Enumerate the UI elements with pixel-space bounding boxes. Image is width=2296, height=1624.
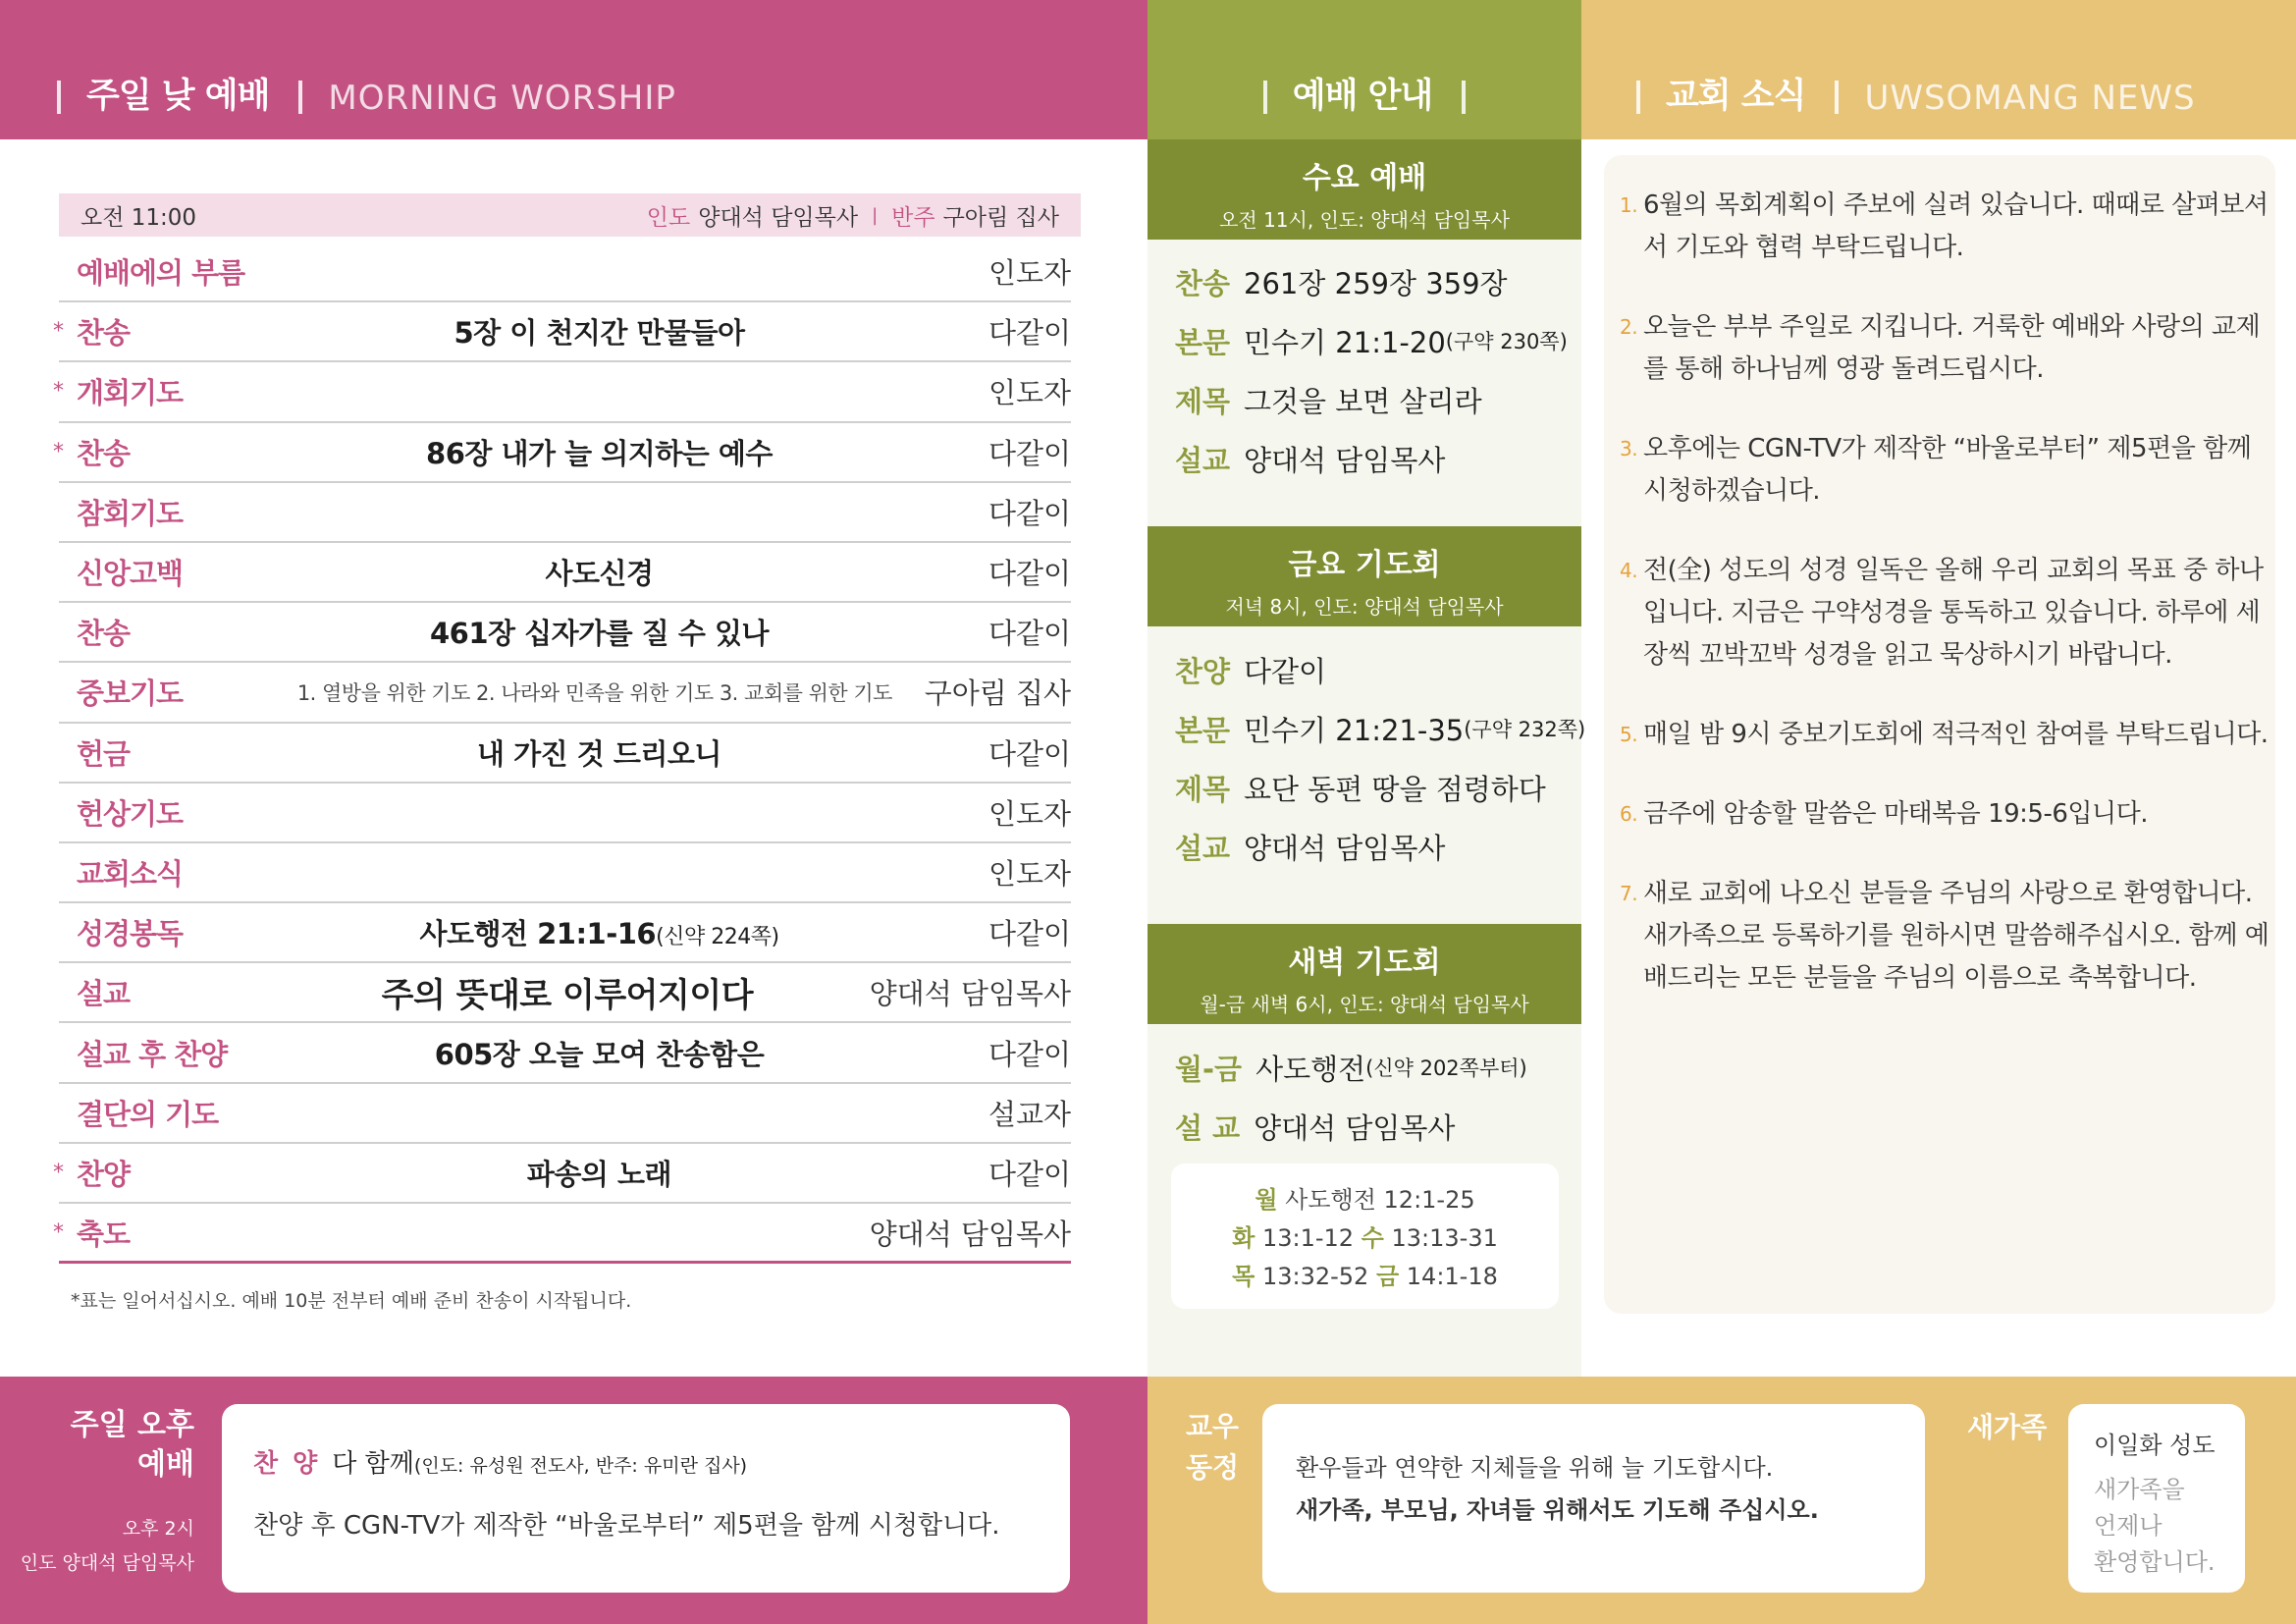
order-item-text: 1. 열방을 위한 기도 2. 나라와 민족을 위한 기도 3. 교회를 위한 기도 <box>296 680 892 705</box>
news-item <box>1620 306 2275 391</box>
wednesday-service-details <box>1175 252 1568 488</box>
order-item-content <box>255 612 934 652</box>
order-item-leader: 양대석 담임목사 <box>869 1217 1071 1251</box>
standing-marker: * <box>53 379 64 405</box>
order-row <box>59 784 1071 843</box>
afternoon-praise-value: 다 함께 <box>332 1449 414 1479</box>
header-divider <box>1462 81 1466 114</box>
service-info-bar <box>59 193 1081 237</box>
news-item-number: 2. <box>1620 315 1638 339</box>
afternoon-service-info: 오후 2시 인도 양대석 담임목사 <box>20 1518 194 1574</box>
order-item-content <box>255 432 934 472</box>
order-item-label: 찬송 <box>77 436 131 470</box>
order-item-leader: 다같이 <box>988 917 1071 951</box>
header-divider <box>1835 81 1839 114</box>
order-item-note: (신약 224쪽) <box>656 925 779 950</box>
dawn-prayer-title: 새벽 기도회 <box>1288 946 1441 980</box>
friday-scripture: 본문 민수기 21:21-35 (구약 232쪽) <box>1175 713 1586 747</box>
dawn-prayer-title-block <box>1148 924 1581 1024</box>
order-item-leader: 인도자 <box>988 856 1071 891</box>
order-item-leader: 다같이 <box>988 316 1071 351</box>
order-row <box>59 1023 1071 1083</box>
news-item-number: 1. <box>1620 193 1638 217</box>
afternoon-praise-note: (인도: 유성원 전도사, 반주: 유미란 집사) <box>413 1455 748 1477</box>
order-row <box>59 243 1071 302</box>
dawn-reading-schedule: 월 사도행전 12:1-25 화 13:1-12 수 13:13-31 목 13:32-52 금 14:1-18 <box>1171 1164 1559 1309</box>
order-row <box>59 724 1071 784</box>
news-item-text: 오후에는 CGN-TV가 제작한 “바울로부터” 제5편을 함께 시청하겠습니다. <box>1643 434 2252 506</box>
morning-worship-title: 주일 낮 예배 <box>86 77 270 116</box>
header-divider <box>1636 81 1640 114</box>
afternoon-service-title: 주일 오후 예배 <box>70 1408 194 1482</box>
order-item-label: 교회소식 <box>77 856 184 891</box>
wednesday-hymn: 찬송 261장 259장 359장 <box>1175 266 1508 300</box>
news-item-text: 금주에 암송할 말씀은 마태복음 19:5-6입니다. <box>1643 799 2148 829</box>
morning-worship-header <box>0 0 1148 139</box>
order-item-label: 축도 <box>77 1217 131 1251</box>
order-item-leader: 인도자 <box>988 376 1071 410</box>
order-item-text: 사도신경 <box>545 557 654 591</box>
news-item <box>1620 873 2275 1000</box>
order-item-text: 461장 십자가를 질 수 있나 <box>429 617 770 651</box>
order-row <box>59 543 1071 603</box>
standing-marker: * <box>53 1160 64 1185</box>
order-row <box>53 302 1071 362</box>
wednesday-scripture: 본문 민수기 21:1-20 (구약 230쪽) <box>1175 325 1568 359</box>
news-item-text: 전(全) 성도의 성경 일독은 올해 우리 교회의 목표 중 하나입니다. 지금은 구약성경을 통독하고 있습니다. 하루에 세 장씩 꼬박꼬박 성경을 읽고 묵상하시기 바랍니다. <box>1643 556 2264 670</box>
dawn-prayer-details <box>1175 1038 1527 1156</box>
order-item-label: 성경봉독 <box>77 917 184 951</box>
order-row <box>59 483 1071 543</box>
order-item-content <box>255 1153 934 1193</box>
accompanist-name: 구아림 집사 <box>942 204 1059 231</box>
order-item-label: 찬송 <box>77 617 131 651</box>
wednesday-service-sub: 오전 11시, 인도: 양대석 담임목사 <box>1219 208 1510 232</box>
friday-prayer-title-block <box>1148 526 1581 626</box>
order-item-content <box>255 968 870 1016</box>
order-row <box>59 903 1071 963</box>
order-item-text: 주의 뜻대로 이루어지이다 <box>381 976 754 1016</box>
order-item-label: 예배에의 부름 <box>77 256 245 291</box>
order-item-label: 결단의 기도 <box>77 1097 219 1131</box>
order-item-label: 개회기도 <box>77 376 184 410</box>
order-item-leader: 설교자 <box>988 1097 1071 1131</box>
order-item-leader: 구아림 집사 <box>924 677 1071 711</box>
afternoon-service-card <box>222 1404 1070 1593</box>
news-item <box>1620 185 2275 269</box>
order-item-label: 설교 후 찬양 <box>77 1037 228 1071</box>
order-item-text: 86장 내가 늘 의지하는 예수 <box>426 436 773 470</box>
newcomer-name: 이일화 성도 <box>2094 1432 2216 1459</box>
order-row <box>59 843 1071 903</box>
church-news-header <box>1581 0 2296 139</box>
order-item-leader: 다같이 <box>988 557 1071 591</box>
church-news-title: 교회 소식 <box>1666 77 1806 116</box>
news-item-text: 새로 교회에 나오신 분들을 주님의 사랑으로 환영합니다. 새가족으로 등록하기를 원하시면 말씀해주십시오. 함께 예배드리는 모든 분들을 주님의 이름으로 축복합니다. <box>1643 879 2269 993</box>
newcomer-message: 새가족을 언제나 환영합니다. <box>2094 1476 2216 1576</box>
news-item <box>1620 793 2275 836</box>
order-item-leader: 인도자 <box>988 796 1071 831</box>
order-item-content <box>255 732 934 773</box>
wednesday-sermon-title: 제목 그것을 보면 살리라 <box>1175 384 1482 418</box>
fellowship-card <box>1262 1404 1925 1593</box>
afternoon-praise-label: 찬 양 <box>253 1449 321 1479</box>
order-item-text: 5장 이 천지간 만물들아 <box>454 316 745 351</box>
news-item <box>1620 428 2275 513</box>
news-item-text: 매일 밤 9시 중보기도회에 적극적인 참여를 부탁드립니다. <box>1643 720 2269 749</box>
news-item-number: 4. <box>1620 559 1638 582</box>
order-item-text: 내 가진 것 드리오니 <box>477 736 721 771</box>
standing-marker: * <box>53 1219 64 1245</box>
order-row <box>59 963 1071 1023</box>
fellowship-line-1: 환우들과 연약한 지체들을 위해 늘 기도합시다. <box>1296 1454 1774 1482</box>
friday-praise: 찬양 다같이 <box>1175 654 1327 688</box>
friday-prayer-sub: 저녁 8시, 인도: 양대석 담임목사 <box>1225 595 1504 619</box>
order-of-worship <box>53 243 1071 1264</box>
info-separator: | <box>872 204 879 226</box>
order-item-leader: 다같이 <box>988 736 1071 771</box>
order-item-content <box>255 677 925 707</box>
afternoon-service-description: 찬양 후 CGN-TV가 제작한 “바울로부터” 제5편을 함께 시청합니다. <box>253 1511 1000 1541</box>
order-item-content <box>255 912 934 952</box>
church-news-list <box>1620 185 2275 1037</box>
order-item-label: 설교 <box>77 977 131 1011</box>
order-item-content <box>255 552 934 592</box>
dawn-scripture: 월-금 사도행전 (신약 202쪽부터) <box>1175 1052 1527 1086</box>
wednesday-service-title-block <box>1148 139 1581 240</box>
newcomer-card <box>2068 1404 2245 1593</box>
news-item-number: 7. <box>1620 882 1638 905</box>
order-row <box>53 423 1071 483</box>
dawn-preacher: 설 교 양대석 담임목사 <box>1175 1110 1456 1145</box>
friday-sermon-title: 제목 요단 동편 땅을 점령하다 <box>1175 772 1546 806</box>
order-item-label: 찬양 <box>77 1157 131 1191</box>
order-item-label: 신앙고백 <box>77 557 184 591</box>
order-item-label: 헌금 <box>77 736 131 771</box>
order-row <box>59 603 1071 663</box>
order-item-text: 파송의 노래 <box>526 1157 672 1191</box>
order-item-leader: 다같이 <box>988 617 1071 651</box>
worship-guide-title: 예배 안내 <box>1292 77 1433 116</box>
order-item-leader: 다같이 <box>988 436 1071 470</box>
order-item-content <box>255 311 934 352</box>
standing-marker: * <box>53 439 64 464</box>
order-item-label: 찬송 <box>77 316 131 351</box>
news-item-number: 3. <box>1620 437 1638 460</box>
morning-worship-title-en: MORNING WORSHIP <box>328 79 676 118</box>
fellowship-line-2: 새가족, 부모님, 자녀들 위해서도 기도해 주십시오. <box>1296 1496 1819 1524</box>
order-item-content <box>255 1033 934 1073</box>
order-row <box>53 1204 1071 1264</box>
order-row <box>53 1144 1071 1204</box>
fellowship-title: 교우 동정 <box>1185 1410 1240 1484</box>
news-item-text: 오늘은 부부 주일로 지킵니다. 거룩한 예배와 사랑의 교제를 통해 하나님께 영광 돌려드립시다. <box>1643 312 2261 384</box>
newcomer-title: 새가족 <box>1967 1411 2048 1443</box>
wednesday-service-title: 수요 예배 <box>1302 161 1427 195</box>
friday-preacher: 설교 양대석 담임목사 <box>1175 831 1446 865</box>
leader-label: 인도 <box>646 204 691 231</box>
header-divider <box>298 81 302 114</box>
news-item-number: 6. <box>1620 802 1638 826</box>
order-item-leader: 양대석 담임목사 <box>869 977 1071 1011</box>
friday-prayer-title: 금요 기도회 <box>1288 548 1441 582</box>
order-item-label: 참회기도 <box>77 496 184 530</box>
header-divider <box>1263 81 1267 114</box>
standing-note: *표는 일어서십시오. 예배 10분 전부터 예배 준비 찬송이 시작됩니다. <box>71 1290 632 1312</box>
order-row <box>59 663 1071 723</box>
dawn-prayer-sub: 월-금 새벽 6시, 인도: 양대석 담임목사 <box>1200 993 1529 1016</box>
accompanist-label: 반주 <box>891 204 935 231</box>
church-news-title-en: UWSOMANG NEWS <box>1864 79 2196 118</box>
order-item-label: 중보기도 <box>77 677 184 711</box>
leader-name: 양대석 담임목사 <box>698 204 859 231</box>
order-row <box>59 1084 1071 1144</box>
order-item-label: 헌상기도 <box>77 796 184 831</box>
friday-prayer-details <box>1175 640 1585 876</box>
order-item-text: 사도행전 21:1-16 <box>419 917 657 951</box>
news-item <box>1620 550 2275 677</box>
order-item-leader: 다같이 <box>988 1157 1071 1191</box>
news-item-number: 5. <box>1620 723 1638 746</box>
order-row <box>53 362 1071 422</box>
news-item-text: 6월의 목회계획이 주보에 실려 있습니다. 때때로 살펴보셔서 기도와 협력 부탁드립니다. <box>1643 190 2269 262</box>
order-item-leader: 다같이 <box>988 1037 1071 1071</box>
header-divider <box>57 81 61 114</box>
worship-guide-header <box>1148 0 1581 139</box>
standing-marker: * <box>53 319 64 345</box>
wednesday-preacher: 설교 양대석 담임목사 <box>1175 443 1446 477</box>
order-item-leader: 인도자 <box>988 256 1071 291</box>
news-item <box>1620 714 2275 756</box>
order-item-leader: 다같이 <box>988 496 1071 530</box>
order-item-text: 605장 오늘 모여 찬송함은 <box>434 1037 765 1071</box>
service-time: 오전 11:00 <box>80 204 197 231</box>
